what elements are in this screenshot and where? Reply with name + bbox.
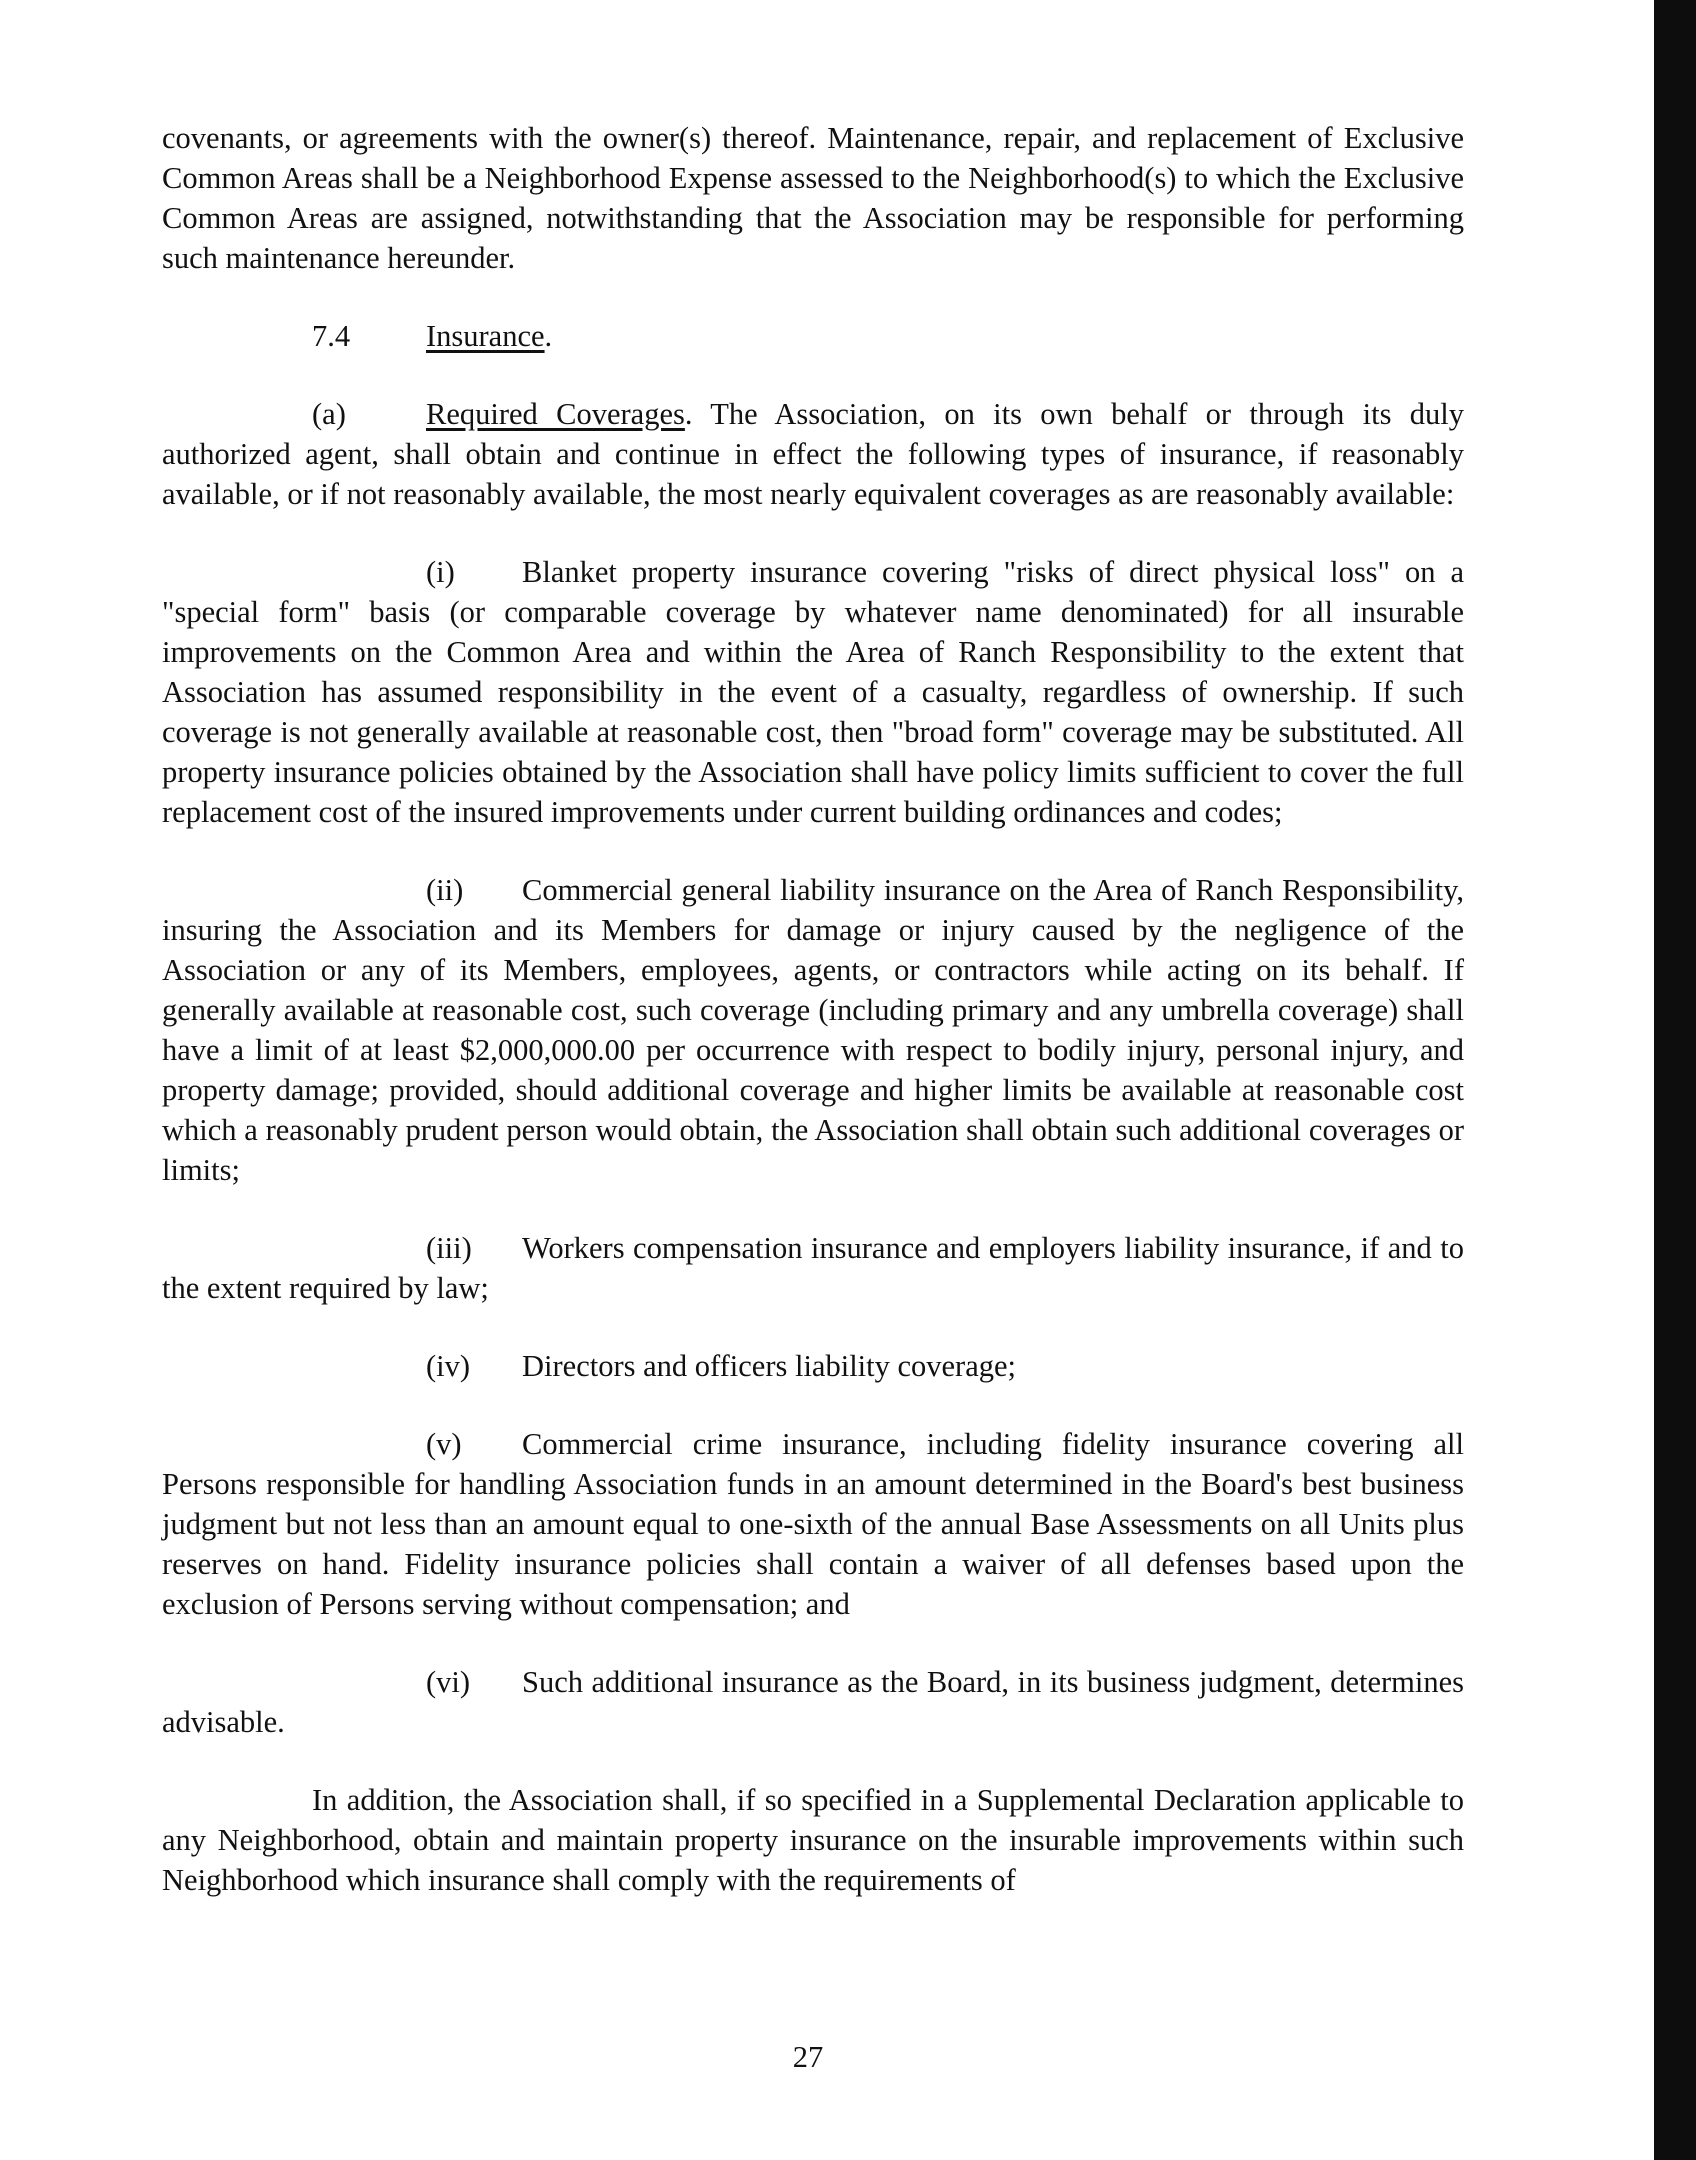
coverage-item-iii: [162, 1228, 1464, 1308]
item-text: Commercial general liability insurance on the Area of Ranch Responsibility, insuring the Association and its Members for damage or injury caused by the negligence of the Association or any of its Members, employees, agents, or contractors while acting on its behalf. If generally available at reasonable cost, such coverage (including primary and any umbrella coverage) shall have a limit of at least $2,000,000.00 per occurrence with respect to bodily injury, personal injury, and property damage; provided, should additional coverage and higher limits be available at reasonable cost which a reasonably prudent person would obtain, the Association shall obtain such additional coverages or limits;: [162, 873, 1464, 1187]
section-heading: [312, 316, 1464, 356]
coverage-item-vi: [162, 1662, 1464, 1742]
section-title-period: .: [544, 319, 553, 353]
paragraph-continuation: covenants, or agreements with the owner(s) thereof. Maintenance, repair, and replacement of Exclusive Common Areas shall be a Neighborhood Expense assessed to the Neighborhood(s) to which the Exclusive Common Areas are assigned, notwithstanding that the Association may be responsible for performing such maintenance hereunder.: [162, 121, 1464, 275]
subsection-a: [162, 394, 1464, 514]
coverage-item-i: [162, 552, 1464, 832]
document-body: [162, 118, 1464, 1938]
item-label: (vi): [426, 1665, 471, 1699]
coverage-item-v: [162, 1424, 1464, 1624]
item-label: (iv): [426, 1349, 471, 1383]
item-text: Commercial crime insurance, including fidelity insurance covering all Persons responsible for handling Association funds in an amount determined in the Board's best business judgment but not less than an amount equal to one-sixth of the annual Base Assessments on all Units plus reserves on hand. Fidelity insurance policies shall contain a waiver of all defenses based upon the exclusion of Persons serving without compensation; and: [162, 1427, 1464, 1621]
section-title: Insurance: [426, 319, 545, 353]
closing-paragraph: In addition, the Association shall, if so specified in a Supplemental Declaration applicable to any Neighborhood, obtain and maintain property insurance on the insurable improvements within such Neighborhood which insurance shall comply with the requirements of: [162, 1783, 1464, 1897]
section-number: 7.4: [312, 319, 351, 353]
subsection-a-label: (a): [312, 397, 346, 431]
item-text: Such additional insurance as the Board, in its business judgment, determines advisable.: [162, 1665, 1464, 1739]
subsection-a-text: . The Association, on its own behalf or through its duly authorized agent, shall obtain and continue in effect the following types of insurance, if reasonably available, or if not reasonably available, the most nearly equivalent coverages as are reasonably available:: [162, 397, 1465, 511]
item-label: (v): [426, 1427, 462, 1461]
item-text: Directors and officers liability coverage;: [522, 1349, 1017, 1383]
page-number: 27: [792, 2040, 824, 2074]
item-text: Blanket property insurance covering "risks of direct physical loss" on a "special form" basis (or comparable coverage by whatever name denominated) for all insurable improvements on the Common Area and within the Area of Ranch Responsibility to the extent that Association has assumed responsibility in the event of a casualty, regardless of ownership. If such coverage is not generally available at reasonable cost, then "broad form" coverage may be substituted. All property insurance policies obtained by the Association shall have policy limits sufficient to cover the full replacement cost of the insured improvements under current building ordinances and codes;: [162, 555, 1464, 829]
coverage-item-iv: [426, 1346, 1464, 1386]
item-label: (ii): [426, 873, 464, 907]
subsection-a-title: Required Coverages: [426, 397, 685, 431]
scan-page-edge: [1654, 0, 1696, 2160]
coverage-item-ii: [162, 870, 1464, 1190]
item-text: Workers compensation insurance and employers liability insurance, if and to the extent required by law;: [162, 1231, 1464, 1305]
item-label: (iii): [426, 1231, 472, 1265]
item-label: (i): [426, 555, 455, 589]
